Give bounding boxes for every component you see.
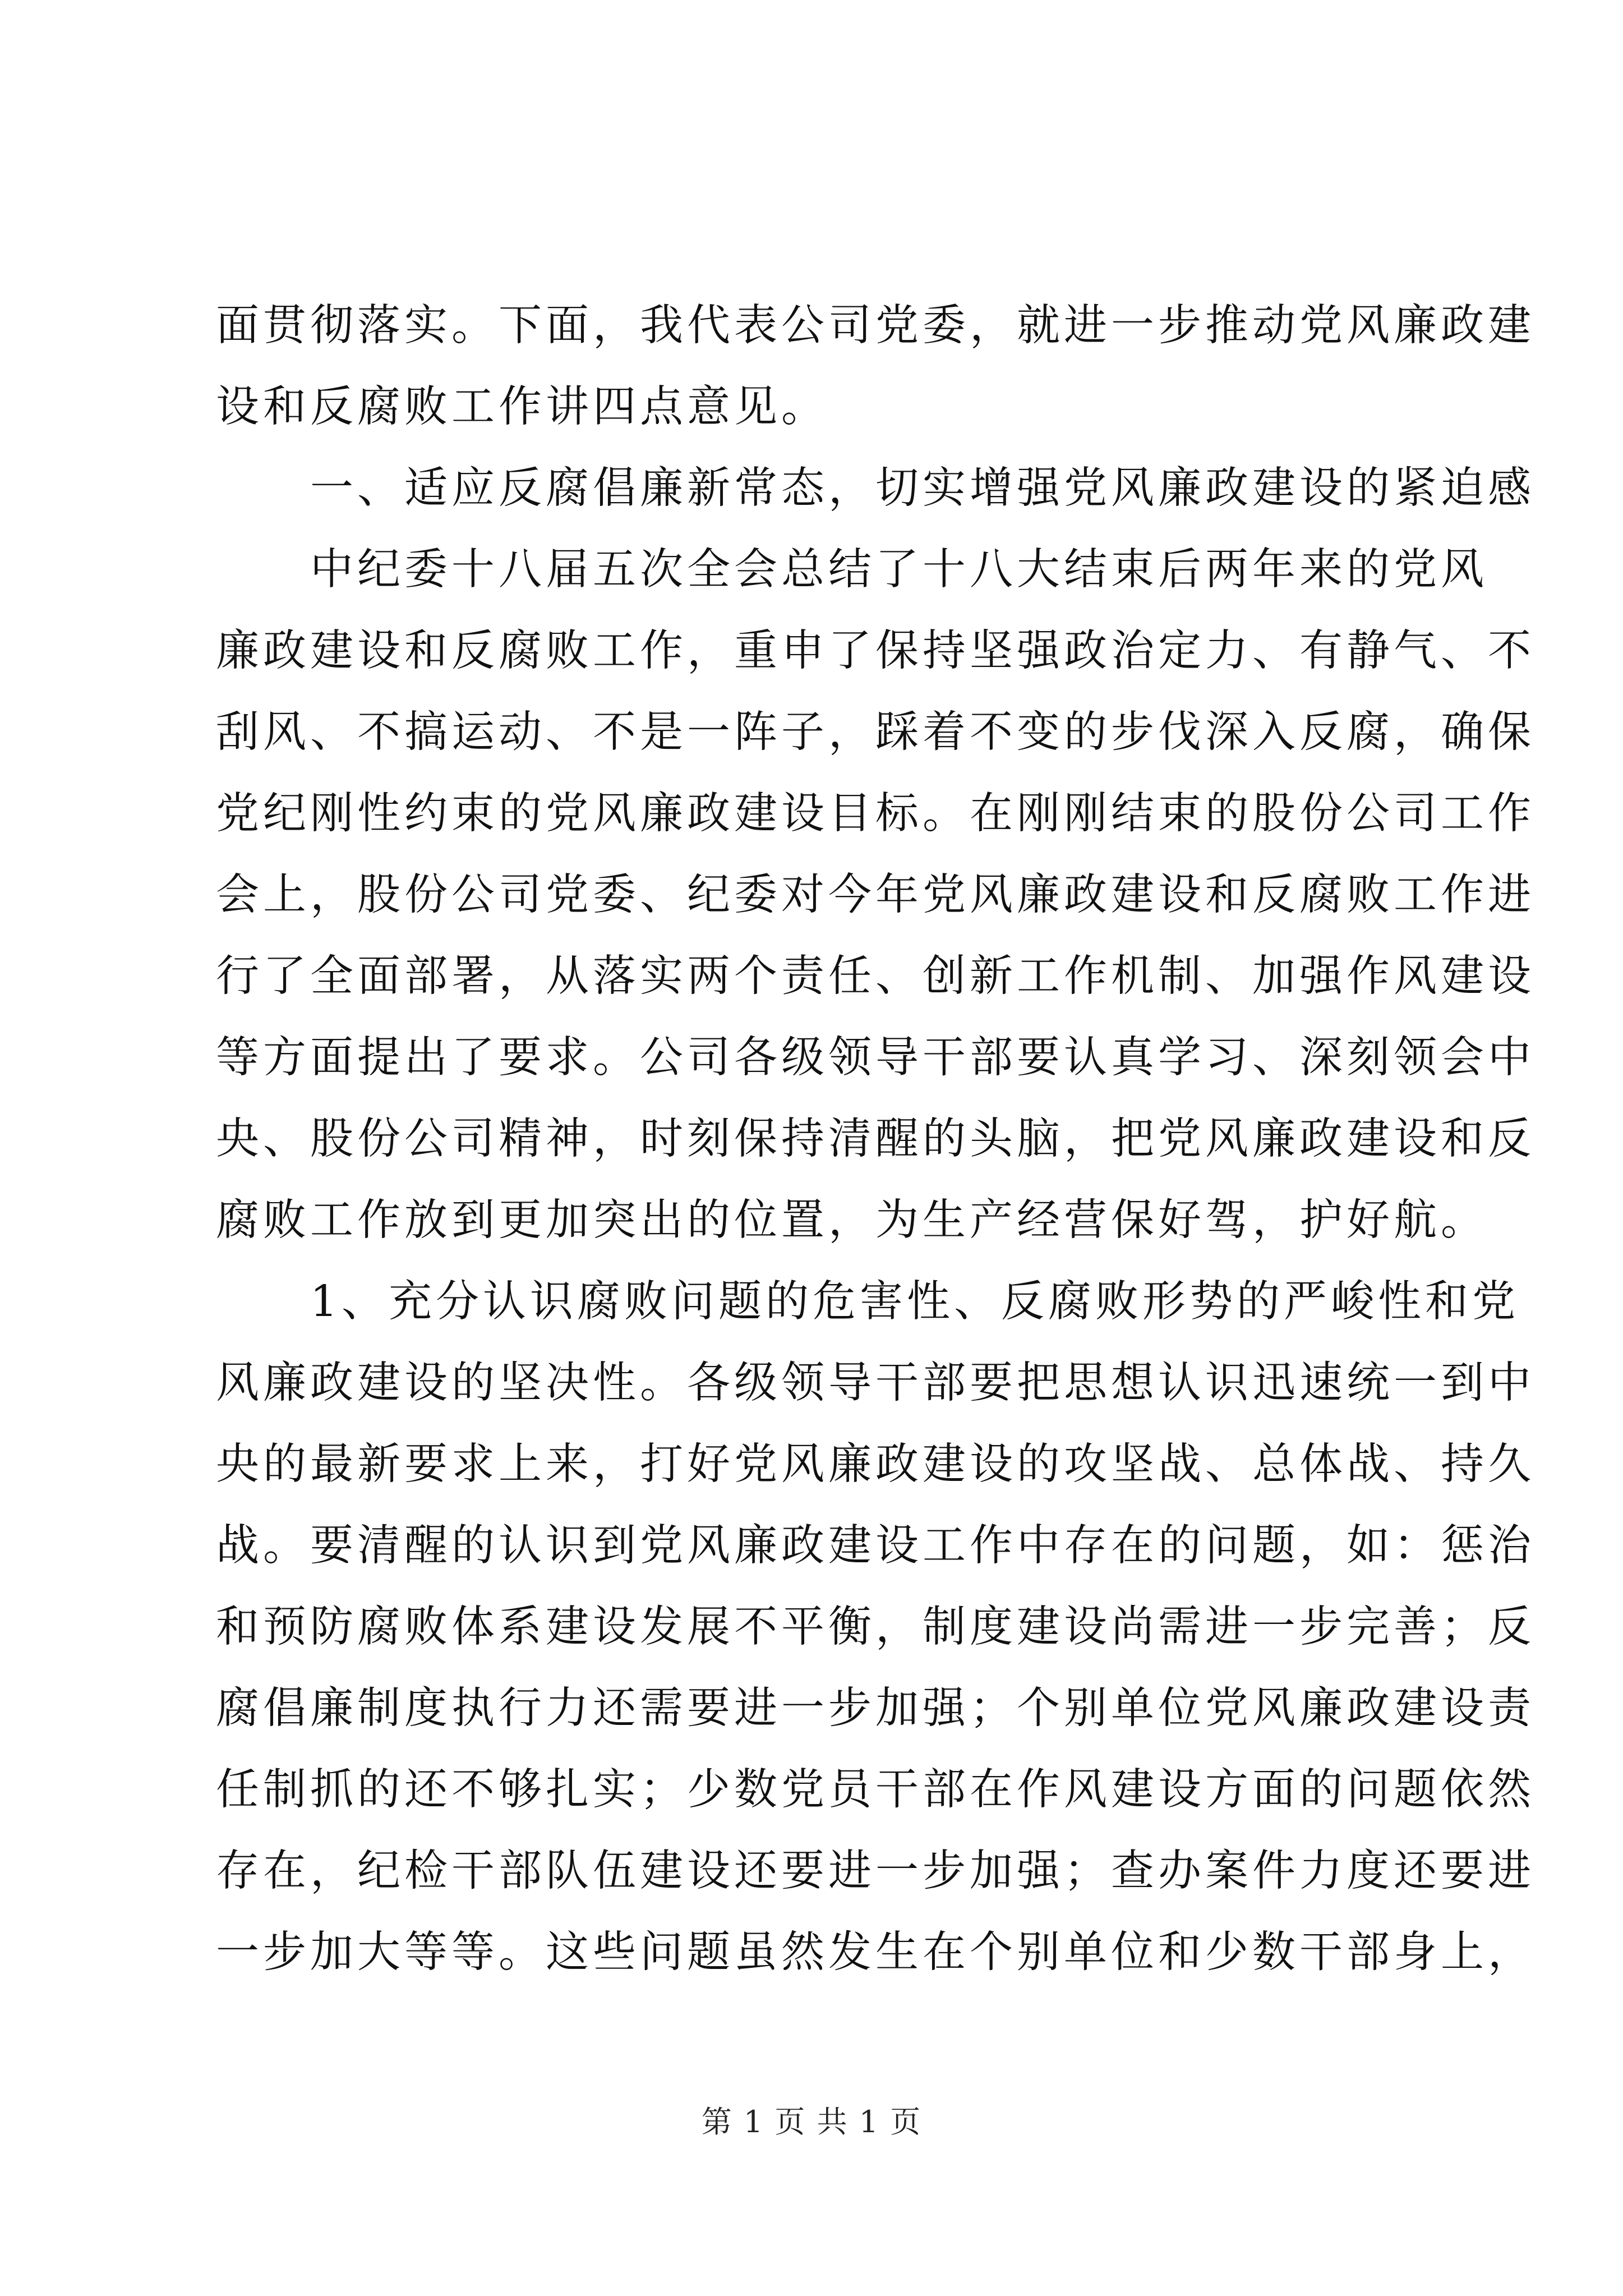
- body-line: 存在，纪检干部队伍建设还要进一步加强；查办案件力度还要进: [216, 1846, 1535, 1896]
- body-line: 行了全面部署，从落实两个责任、创新工作机制、加强作风建设: [216, 951, 1535, 1001]
- body-line: 设和反腐败工作讲四点意见。: [216, 382, 828, 432]
- body-line: 一步加大等等。这些问题虽然发生在个别单位和少数干部身上，: [216, 1927, 1535, 1977]
- body-line: 任制抓的还不够扎实；少数党员干部在作风建设方面的问题依然: [216, 1765, 1535, 1815]
- paragraph-start-line: 1、充分认识腐败问题的危害性、反腐败形势的严峻性和党: [310, 1277, 1519, 1327]
- body-line: 央的最新要求上来，打好党风廉政建设的攻坚战、总体战、持久: [216, 1439, 1535, 1489]
- body-line: 面贯彻落实。下面，我代表公司党委，就进一步推动党风廉政建: [216, 301, 1535, 351]
- body-line: 等方面提出了要求。公司各级领导干部要认真学习、深刻领会中: [216, 1033, 1535, 1083]
- body-line: 风廉政建设的坚决性。各级领导干部要把思想认识迅速统一到中: [216, 1358, 1535, 1408]
- body-line: 腐倡廉制度执行力还需要进一步加强；个别单位党风廉政建设责: [216, 1683, 1535, 1733]
- body-line: 腐败工作放到更加突出的位置，为生产经营保好驾，护好航。: [216, 1195, 1488, 1245]
- body-line: 刮风、不搞运动、不是一阵子，踩着不变的步伐深入反腐，确保: [216, 707, 1535, 757]
- paragraph-start-line: 中纪委十八届五次全会总结了十八大结束后两年来的党风: [310, 545, 1488, 595]
- body-line: 会上，股份公司党委、纪委对今年党风廉政建设和反腐败工作进: [216, 870, 1535, 920]
- section-heading: 一、适应反腐倡廉新常态，切实增强党风廉政建设的紧迫感: [310, 463, 1535, 513]
- document-body: [216, 285, 1535, 1993]
- body-line: 党纪刚性约束的党风廉政建设目标。在刚刚结束的股份公司工作: [216, 789, 1535, 839]
- page-footer: 第 1 页 共 1 页: [701, 2104, 922, 2139]
- body-line: 和预防腐败体系建设发展不平衡，制度建设尚需进一步完善；反: [216, 1602, 1535, 1652]
- body-line: 央、股份公司精神，时刻保持清醒的头脑，把党风廉政建设和反: [216, 1114, 1535, 1164]
- body-line: 战。要清醒的认识到党风廉政建设工作中存在的问题，如：惩治: [216, 1521, 1535, 1571]
- body-line: 廉政建设和反腐败工作，重申了保持坚强政治定力、有静气、不: [216, 626, 1535, 676]
